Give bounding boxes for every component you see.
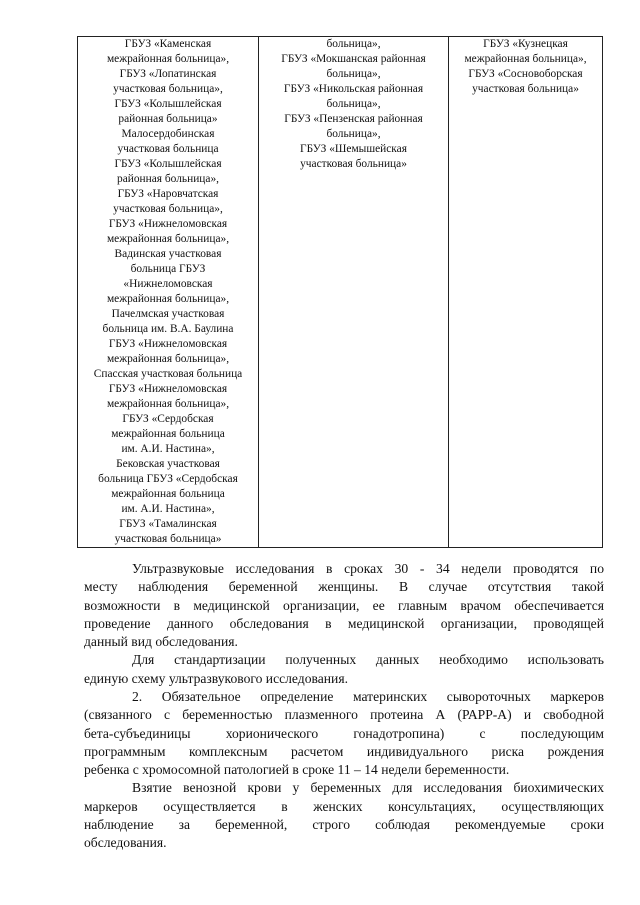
table-cell-line: ГБУЗ «Сердобская [122, 413, 214, 425]
table-cell-line: участковая больница» [472, 83, 579, 95]
table-cell-line: ГБУЗ «Шемышейская [300, 143, 407, 155]
table-cell-line: ГБУЗ «Мокшанская районная [281, 53, 426, 65]
paragraph-serum-markers [84, 688, 604, 853]
text-line: наблюдение за беременной, строго соблюдая рекомендуемые сроки [84, 817, 604, 833]
table-cell-line: ГБУЗ «Сосновоборская [468, 68, 583, 80]
table-cell-line: больница», [326, 68, 381, 80]
table-cell-line: межрайонная больница», [106, 53, 230, 65]
text-line: Для стандартизации полученных данных необходимо использовать [132, 652, 604, 668]
text-line: ребенка с хромосомной патологией в сроке 11 – 14 недели беременности. [84, 762, 510, 778]
text-line: данный вид обследования. [84, 634, 238, 650]
text-line: единую схему ультразвукового исследования. [84, 670, 348, 686]
table-row [78, 37, 603, 548]
table-cell-line: участковая больница», [113, 83, 223, 95]
table-cell-col-2 [259, 37, 449, 548]
table-cell-line: межрайонная больница», [106, 293, 230, 305]
table-cell-line: ГБУЗ «Тамалинская [119, 518, 217, 530]
text-line: Взятие венозной крови у беременных для исследования биохимических [132, 780, 604, 796]
table-cell-line: ГБУЗ «Никольская районная [283, 83, 424, 95]
text-line: (связанного с беременностью плазменного протеина А (РАРР-А) и свободной [84, 707, 604, 723]
table-cell-line: межрайонная больница [111, 488, 225, 500]
table-cell-line: районная больница», [117, 173, 219, 185]
table-cell-line: «Нижнеломовская [123, 278, 213, 290]
table-cell-line: межрайонная больница», [106, 398, 230, 410]
table-cell-line: межрайонная больница [111, 428, 225, 440]
text-line: программным комплексным расчетом индивидуального риска рождения [84, 743, 604, 759]
table-cell-line: участковая больница [117, 143, 219, 155]
table-cell-line: Пачелмская участковая [111, 308, 225, 320]
table-cell-line: участковая больница», [113, 203, 223, 215]
table-cell-line: ГБУЗ «Колышлейская [114, 158, 222, 170]
text-line: Ультразвуковые исследования в сроках 30 - 34 недели проводятся по [132, 561, 604, 576]
table-cell-line: межрайонная больница», [464, 53, 587, 65]
text-line: обследования. [84, 835, 167, 851]
table-cell-line: Вадинская участковая [114, 248, 222, 260]
table-cell-line: Бековская участковая [116, 458, 220, 470]
table-cell-line: больница», [326, 38, 381, 50]
text-line: возможности в медицинской организации, ее главным врачом обеспечивается [84, 597, 604, 613]
text-line: бета-субъединицы хорионического гонадотропина) с последующим [84, 725, 604, 741]
text-line: 2. Обязательное определение материнских сывороточных маркеров [132, 689, 604, 704]
hospital-table [77, 36, 603, 548]
table-cell-line: ГБУЗ «Пензенская районная [284, 113, 423, 125]
paragraph-ultrasound [84, 560, 604, 688]
table-cell-line: больница ГБУЗ «Сердобская [98, 473, 238, 485]
table-cell-line: им. А.И. Настина», [121, 443, 215, 455]
text-line: проведение данного обследования в медицинской организации, проводящей [84, 615, 604, 631]
table-cell-line: больница им. В.А. Баулина [102, 323, 234, 335]
table-cell-col-1 [78, 37, 259, 548]
text-line: месту наблюдения беременной женщины. В случае отсутствия такой [84, 579, 604, 595]
table-cell-line: ГБУЗ «Колышлейская [114, 98, 222, 110]
table-cell-line: межрайонная больница», [106, 353, 230, 365]
table-cell-line: ГБУЗ «Нижнеломовская [108, 218, 228, 230]
table-cell-line: больница ГБУЗ [130, 263, 206, 275]
table-cell-line: ГБУЗ «Лопатинская [119, 68, 217, 80]
table-cell-line: межрайонная больница», [106, 233, 230, 245]
table-cell-line: Спасская участковая больница [93, 368, 243, 380]
text-line: маркеров осуществляется в женских консультациях, осуществляющих [84, 798, 604, 814]
table-cell-line: им. А.И. Настина», [121, 503, 215, 515]
table-cell-line: больница», [326, 98, 381, 110]
table-cell-line: ГБУЗ «Кузнецкая [483, 38, 568, 50]
table-cell-line: ГБУЗ «Нижнеломовская [108, 338, 228, 350]
table-cell-line: ГБУЗ «Наровчатская [117, 188, 219, 200]
table-cell-line: районная больница» [118, 113, 218, 125]
table-cell-line: участковая больница» [300, 158, 407, 170]
table-cell-line: участковая больница» [114, 533, 222, 545]
table-cell-line: ГБУЗ «Нижнеломовская [108, 383, 228, 395]
table-cell-line: Малосердобинская [121, 128, 215, 140]
table-cell-line: больница», [326, 128, 381, 140]
table-cell-col-3 [449, 37, 603, 548]
table-cell-line: ГБУЗ «Каменская [124, 38, 212, 50]
